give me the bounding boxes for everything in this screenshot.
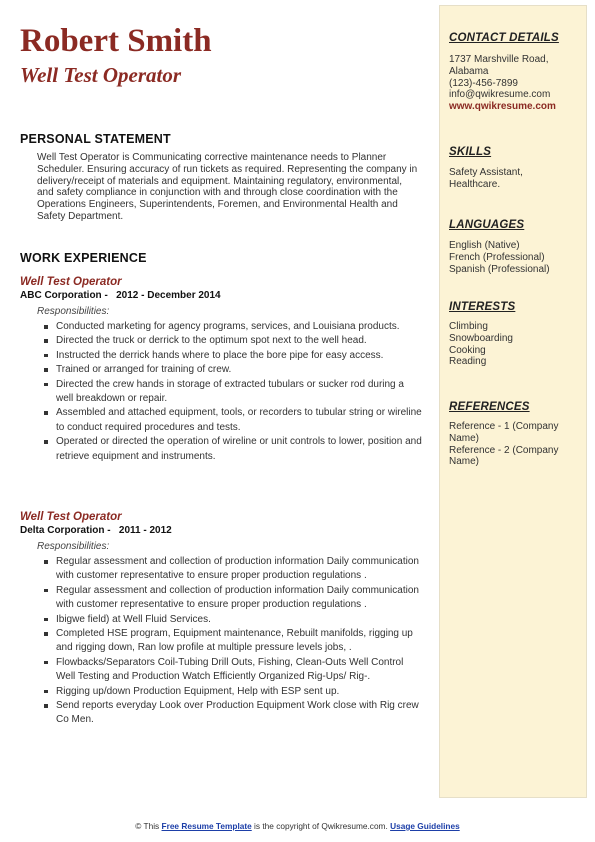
- job-company-dates: ABC Corporation - 2012 - December 2014: [20, 290, 221, 301]
- references-heading: REFERENCES: [449, 401, 530, 413]
- job-entry-1: [20, 276, 422, 464]
- resume-header: [20, 22, 422, 88]
- list-item: Operated or directed the operation of wireline or unit controls to lower, position and retrieve equipment and instruments.: [56, 435, 422, 464]
- list-item: Rigging up/down Production Equipment, Help with ESP sent up.: [56, 685, 422, 699]
- work-experience-heading: WORK EXPERIENCE: [20, 251, 147, 265]
- list-item: French (Professional): [449, 251, 545, 263]
- interests-heading: INTERESTS: [449, 301, 516, 313]
- list-item: English (Native): [449, 240, 520, 251]
- list-item: Cooking: [449, 344, 486, 356]
- footer-copyright-text: is the copyright of Qwikresume.com.: [251, 821, 391, 831]
- footer: [0, 821, 595, 831]
- free-resume-template-link[interactable]: Free Resume Template: [161, 821, 252, 831]
- languages-heading: LANGUAGES: [449, 219, 525, 231]
- footer-prefix: © This: [135, 821, 162, 831]
- candidate-name: Robert Smith: [20, 23, 212, 59]
- interests-list: [449, 321, 581, 368]
- list-item: Spanish (Professional): [449, 263, 550, 275]
- email-address[interactable]: info@qwikresume.com: [449, 89, 551, 101]
- list-item: Reading: [449, 356, 487, 368]
- references-list: [449, 421, 581, 468]
- personal-statement-text: Well Test Operator is Communicating corrective maintenance needs to Planner Scheduler. Ensuring accuracy of run tickets as required. Representing the company in delivery/receipt of materials and equipment. Maintaining regulatory, environmental, and safety compliance in conjunction with and through close coordination with the Operations Engineers, Superintendents, Foremen, and Environmental Health and Safety Department.: [37, 152, 418, 222]
- candidate-title: Well Test Operator: [20, 63, 181, 87]
- responsibilities-label: Responsibilities:: [37, 306, 110, 317]
- list-item: Instructed the derrick hands where to place the bore pipe for easy access.: [56, 349, 422, 363]
- list-item: Regular assessment and collection of production information Daily communication with customer representative to ensure proper production regulations .: [56, 584, 422, 613]
- list-item: Reference - 1 (Company Name): [449, 421, 559, 444]
- list-item: Reference - 2 (Company Name): [449, 444, 559, 468]
- list-item: Assembled and attached equipment, tools, or recorders to tubular string or wireline to conduct required procedures and tests.: [56, 406, 422, 435]
- job-title: Well Test Operator: [20, 276, 122, 288]
- job-title: Well Test Operator: [20, 511, 122, 523]
- responsibilities-label: Responsibilities:: [37, 541, 110, 552]
- usage-guidelines-link[interactable]: Usage Guidelines: [390, 821, 460, 831]
- list-item: Snowboarding: [449, 332, 513, 344]
- responsibilities-list: [56, 320, 422, 464]
- list-item: Send reports everyday Look over Production Equipment Work close with Rig crew Co Men.: [56, 699, 422, 728]
- list-item: Ibigwe field) at Well Fluid Services.: [56, 613, 422, 627]
- list-item: Conducted marketing for agency programs, services, and Louisiana products.: [56, 320, 422, 334]
- job-entry-2: [20, 511, 422, 728]
- address-line: 1737 Marshville Road,: [449, 54, 549, 65]
- list-item: Flowbacks/Separators Coil-Tubing Drill Outs, Fishing, Clean-Outs Well Control Well Testing and Production Watch Efficiently Organized Rig-Ups/ Rig-.: [56, 656, 422, 685]
- list-item: Regular assessment and collection of production information Daily communication with customer representative to ensure proper production regulations .: [56, 555, 422, 584]
- personal-statement-heading: PERSONAL STATEMENT: [20, 132, 171, 146]
- list-item: Directed the truck or derrick to the optimum spot next to the well head.: [56, 334, 422, 348]
- languages-list: [449, 240, 581, 275]
- skills-text: Safety Assistant, Healthcare.: [449, 167, 523, 190]
- address-line: Alabama: [449, 65, 489, 77]
- responsibilities-list: [56, 555, 422, 728]
- list-item: Trained or arranged for training of crew.: [56, 363, 422, 377]
- list-item: Completed HSE program, Equipment maintenance, Rebuilt manifolds, rigging up and rigging down, Ran low profile at multiple pressure levels jobs, .: [56, 627, 422, 656]
- contact-details-heading: CONTACT DETAILS: [449, 32, 559, 44]
- skills-heading: SKILLS: [449, 146, 492, 158]
- list-item: Directed the crew hands in storage of extracted tubulars or sucker rod during a well breakdown or repair.: [56, 378, 422, 407]
- job-company-dates: Delta Corporation - 2011 - 2012: [20, 525, 172, 536]
- phone-number: (123)-456-7899: [449, 77, 518, 89]
- website-link[interactable]: www.qwikresume.com: [449, 101, 556, 113]
- contact-details: [449, 54, 581, 113]
- list-item: Climbing: [449, 321, 488, 332]
